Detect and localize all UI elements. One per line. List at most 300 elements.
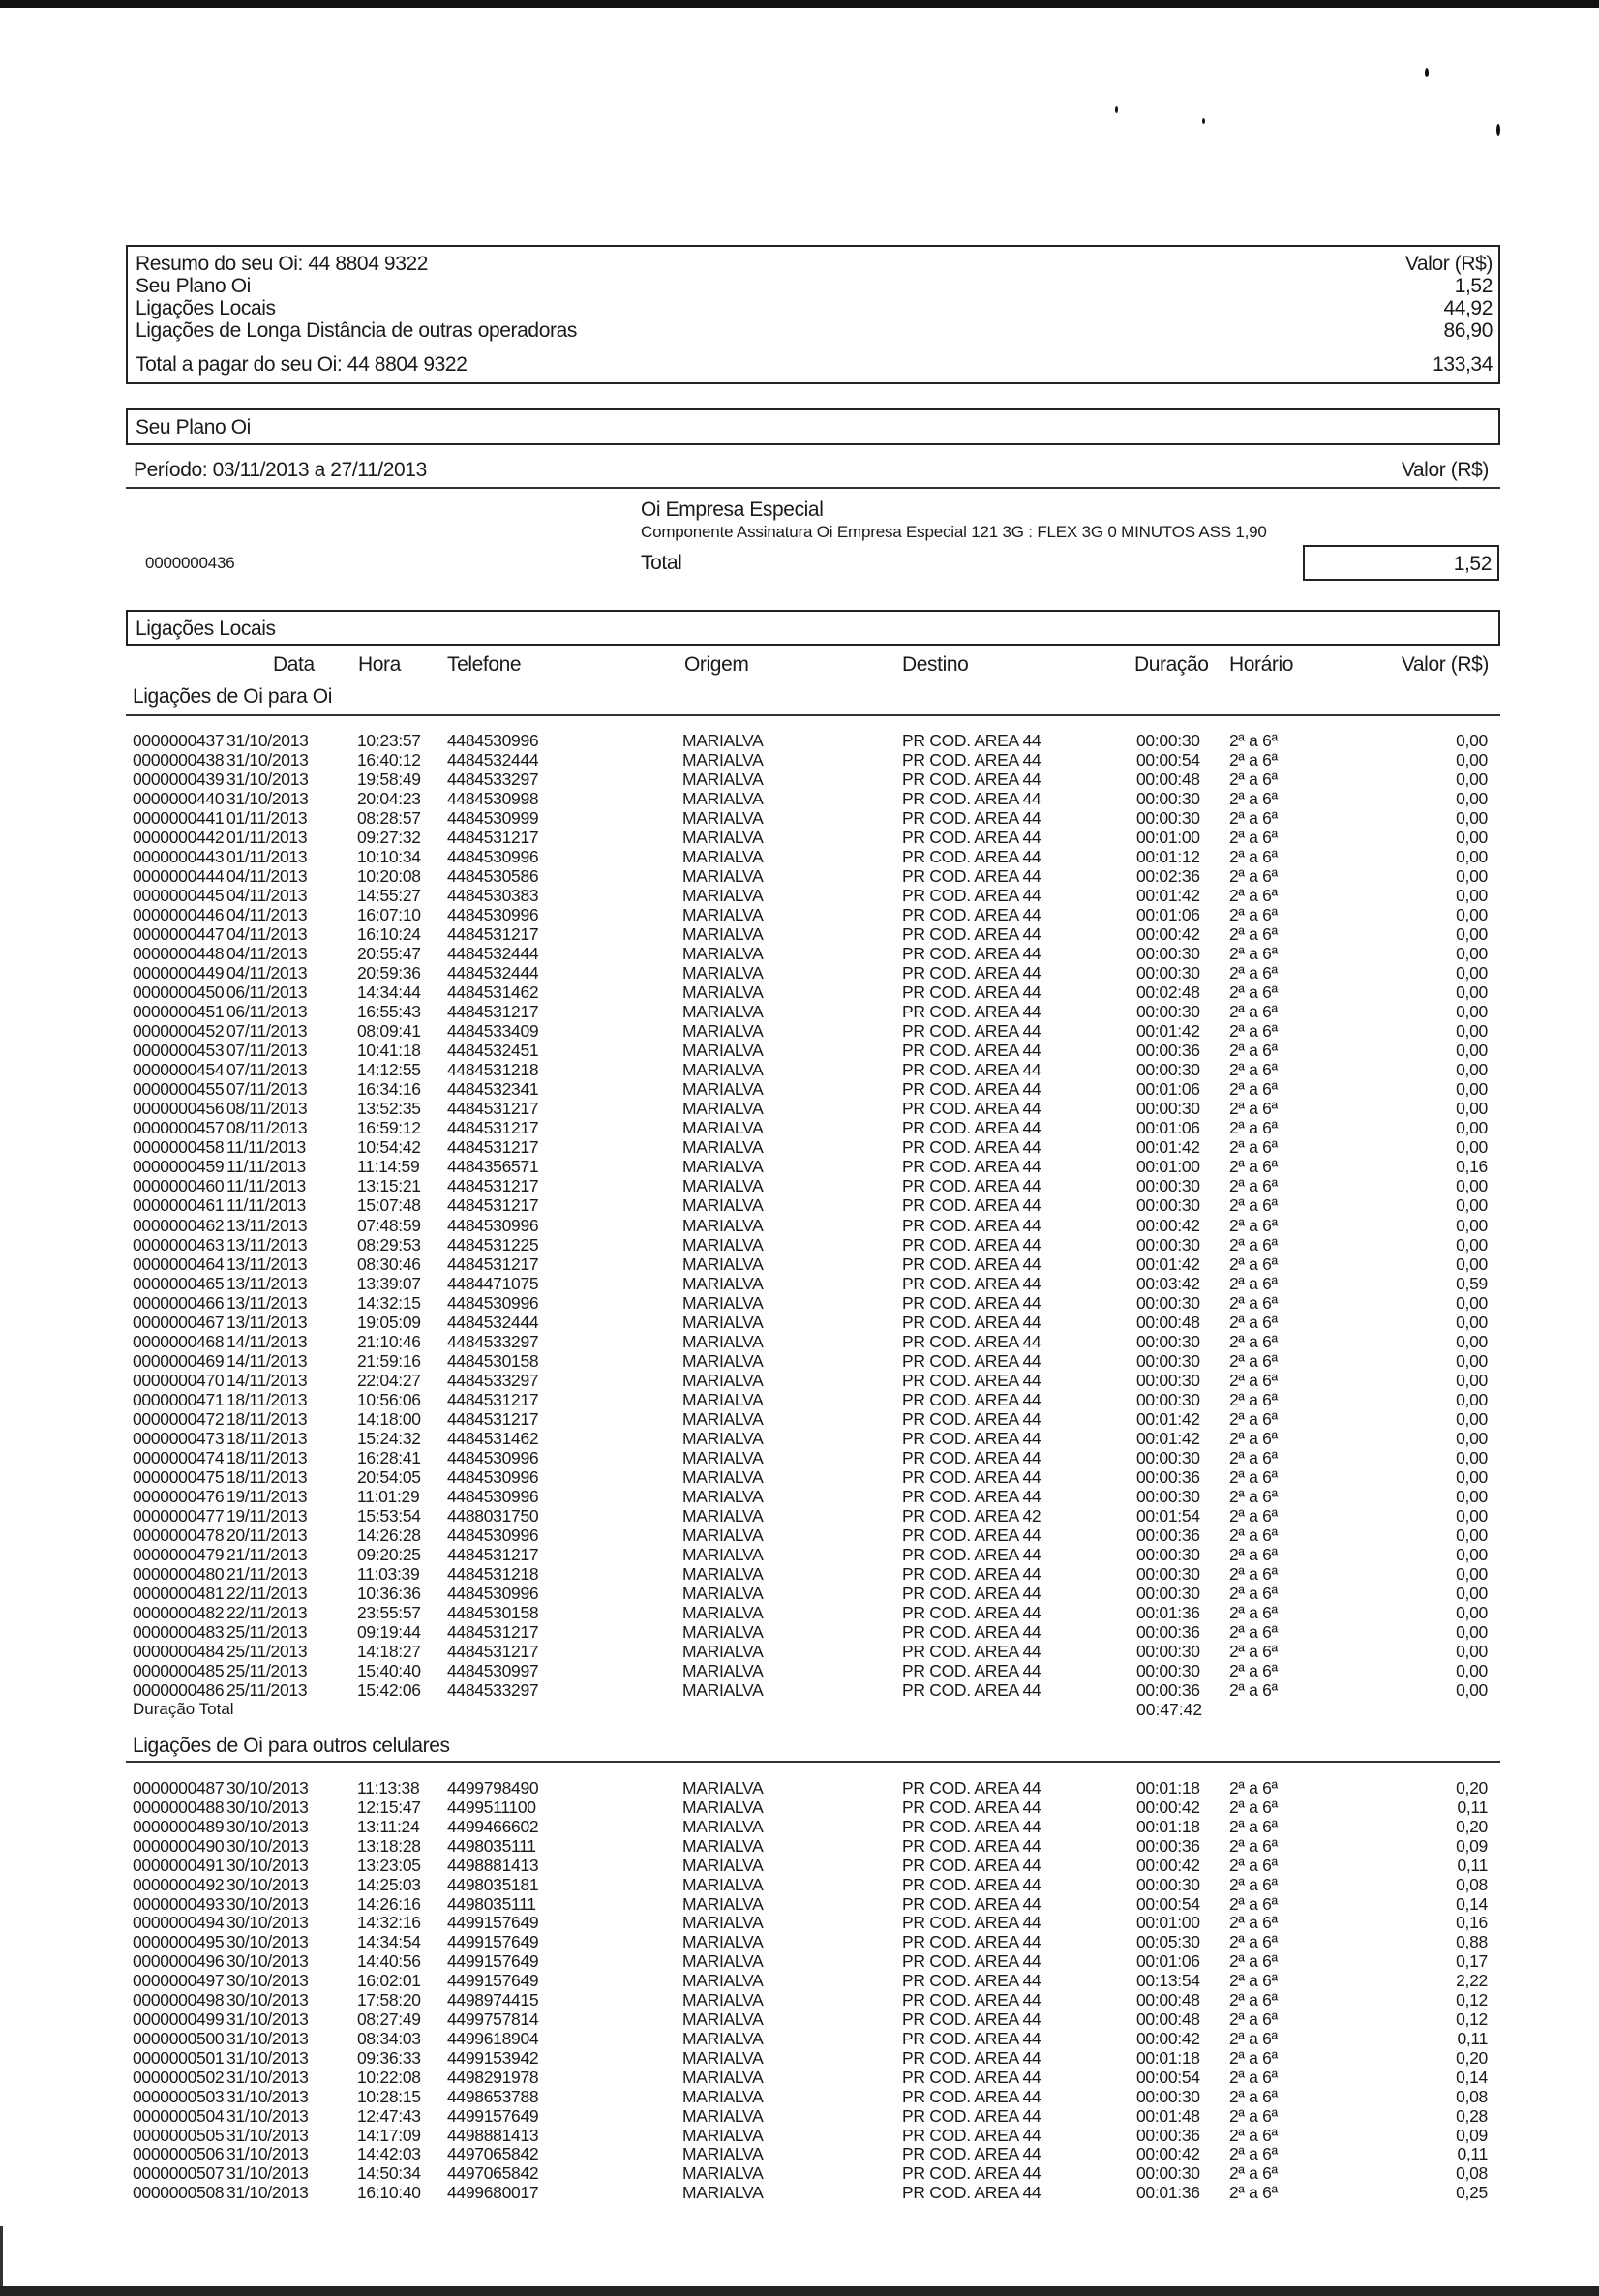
call-id: 0000000453 (133, 1041, 225, 1061)
call-phone: 4484530996 (447, 847, 539, 867)
call-id: 0000000461 (133, 1195, 225, 1216)
call-id: 0000000445 (133, 886, 225, 906)
call-duration: 00:00:30 (1136, 1292, 1200, 1313)
call-origin: MARIALVA (682, 1312, 764, 1332)
call-value: 0,11 (1457, 1797, 1488, 1817)
col-header-duracao: Duração (1134, 653, 1209, 676)
call-value: 0,00 (1456, 1234, 1488, 1254)
call-phone: 4484530586 (447, 866, 539, 887)
call-duration: 00:00:54 (1136, 1893, 1200, 1914)
call-value: 0,00 (1456, 1060, 1488, 1080)
call-schedule: 2ª a 6ª (1229, 982, 1278, 1003)
call-date: 07/11/2013 (226, 1079, 308, 1100)
call-phone: 4484533297 (447, 770, 539, 790)
call-date: 13/11/2013 (226, 1215, 308, 1235)
call-time: 20:54:05 (357, 1466, 421, 1487)
call-destination: PR COD. AREA 44 (902, 1990, 1041, 2010)
call-date: 30/10/2013 (226, 1855, 309, 1875)
call-duration: 00:03:42 (1136, 1273, 1200, 1293)
call-value: 0,00 (1456, 828, 1488, 848)
call-value: 0,00 (1456, 1118, 1488, 1138)
call-value: 0,00 (1456, 1408, 1488, 1429)
call-duration: 00:00:30 (1136, 1874, 1200, 1894)
call-date: 31/10/2013 (226, 770, 309, 790)
table-row (133, 1932, 1488, 1951)
call-date: 11/11/2013 (226, 1195, 306, 1216)
call-time: 11:13:38 (357, 1778, 420, 1798)
call-id: 0000000482 (133, 1602, 225, 1622)
call-id: 0000000456 (133, 1099, 225, 1119)
call-schedule: 2ª a 6ª (1229, 1099, 1278, 1119)
call-time: 14:55:27 (357, 886, 421, 906)
call-schedule: 2ª a 6ª (1229, 1913, 1278, 1933)
call-id: 0000000473 (133, 1428, 225, 1448)
call-duration: 00:00:54 (1136, 750, 1200, 770)
call-phone: 4484530999 (447, 808, 539, 829)
call-time: 11:14:59 (357, 1157, 420, 1177)
table-row (133, 1409, 1488, 1429)
call-duration: 00:00:36 (1136, 1041, 1200, 1061)
call-destination: PR COD. AREA 44 (902, 828, 1041, 848)
call-date: 06/11/2013 (226, 982, 308, 1003)
call-value: 0,09 (1456, 2125, 1488, 2145)
call-duration: 00:00:30 (1136, 1563, 1200, 1584)
call-destination: PR COD. AREA 44 (902, 1234, 1041, 1254)
call-phone: 4484530996 (447, 1583, 539, 1603)
call-date: 31/10/2013 (226, 2144, 309, 2164)
call-duration: 00:00:30 (1136, 1002, 1200, 1022)
call-date: 08/11/2013 (226, 1118, 308, 1138)
call-date: 20/11/2013 (226, 1525, 308, 1545)
call-schedule: 2ª a 6ª (1229, 2125, 1278, 2145)
call-id: 0000000485 (133, 1660, 225, 1680)
call-date: 18/11/2013 (226, 1408, 308, 1429)
call-date: 13/11/2013 (226, 1234, 308, 1254)
call-value: 0,00 (1456, 1389, 1488, 1409)
call-origin: MARIALVA (682, 2144, 764, 2164)
call-destination: PR COD. AREA 44 (902, 1951, 1041, 1972)
call-value: 0,00 (1456, 1137, 1488, 1158)
call-duration: 00:02:48 (1136, 982, 1200, 1003)
table-row (133, 1002, 1488, 1021)
call-value: 0,08 (1456, 2086, 1488, 2106)
call-time: 10:41:18 (357, 1041, 421, 1061)
table-row (133, 1778, 1488, 1798)
call-value: 0,00 (1456, 905, 1488, 925)
call-id: 0000000468 (133, 1331, 225, 1351)
call-id: 0000000488 (133, 1797, 225, 1817)
call-id: 0000000441 (133, 808, 225, 829)
call-origin: MARIALVA (682, 963, 764, 983)
call-origin: MARIALVA (682, 1099, 764, 1119)
call-time: 10:22:08 (357, 2067, 421, 2087)
call-origin: MARIALVA (682, 1816, 764, 1836)
call-destination: PR COD. AREA 44 (902, 1835, 1041, 1856)
table-row (133, 750, 1488, 770)
call-id: 0000000438 (133, 750, 225, 770)
call-id: 0000000469 (133, 1350, 225, 1371)
call-value: 0,20 (1456, 1778, 1488, 1798)
call-phone: 4488031750 (447, 1505, 539, 1526)
call-origin: MARIALVA (682, 1292, 764, 1313)
call-phone: 4484530998 (447, 789, 539, 809)
call-schedule: 2ª a 6ª (1229, 905, 1278, 925)
call-time: 14:25:03 (357, 1874, 421, 1894)
call-duration: 00:00:30 (1136, 731, 1200, 750)
call-id: 0000000459 (133, 1157, 225, 1177)
call-time: 15:07:48 (357, 1195, 421, 1216)
duration-total-value: 00:47:42 (1136, 1700, 1203, 1719)
summary-box (126, 245, 1500, 384)
call-date: 22/11/2013 (226, 1583, 308, 1603)
call-schedule: 2ª a 6ª (1229, 1137, 1278, 1158)
call-value: 0,00 (1456, 1563, 1488, 1584)
call-value: 0,00 (1456, 1041, 1488, 1061)
table-row (133, 1293, 1488, 1313)
call-destination: PR COD. AREA 44 (902, 1679, 1041, 1700)
call-id: 0000000508 (133, 2183, 225, 2203)
call-origin: MARIALVA (682, 1273, 764, 1293)
call-phone: 4499157649 (447, 1913, 539, 1933)
call-schedule: 2ª a 6ª (1229, 1215, 1278, 1235)
call-time: 16:59:12 (357, 1118, 421, 1138)
call-date: 11/11/2013 (226, 1157, 306, 1177)
call-destination: PR COD. AREA 44 (902, 770, 1041, 790)
call-destination: PR COD. AREA 44 (902, 2067, 1041, 2087)
call-phone: 4499680017 (447, 2183, 539, 2203)
call-destination: PR COD. AREA 44 (902, 2105, 1041, 2126)
call-schedule: 2ª a 6ª (1229, 750, 1278, 770)
call-date: 30/10/2013 (226, 1913, 309, 1933)
group-title-oi-para-oi: Ligações de Oi para Oi (133, 685, 332, 708)
call-origin: MARIALVA (682, 1157, 764, 1177)
call-value: 0,00 (1456, 808, 1488, 829)
call-origin: MARIALVA (682, 1602, 764, 1622)
table-row (133, 905, 1488, 924)
call-origin: MARIALVA (682, 1583, 764, 1603)
call-destination: PR COD. AREA 44 (902, 866, 1041, 887)
call-date: 11/11/2013 (226, 1176, 306, 1196)
call-date: 30/10/2013 (226, 1874, 309, 1894)
call-id: 0000000506 (133, 2144, 225, 2164)
call-id: 0000000478 (133, 1525, 225, 1545)
call-schedule: 2ª a 6ª (1229, 1505, 1278, 1526)
call-value: 0,09 (1456, 1835, 1488, 1856)
call-duration: 00:01:00 (1136, 828, 1200, 848)
call-value: 0,20 (1456, 2047, 1488, 2068)
call-id: 0000000463 (133, 1234, 225, 1254)
call-phone: 4498035181 (447, 1874, 539, 1894)
call-duration: 00:01:00 (1136, 1157, 1200, 1177)
call-time: 16:40:12 (357, 750, 421, 770)
call-phone: 4484530996 (447, 905, 539, 925)
call-destination: PR COD. AREA 44 (902, 1350, 1041, 1371)
call-origin: MARIALVA (682, 1505, 764, 1526)
table-row (133, 847, 1488, 866)
call-schedule: 2ª a 6ª (1229, 1176, 1278, 1196)
call-time: 10:36:36 (357, 1583, 421, 1603)
call-date: 30/10/2013 (226, 1778, 309, 1798)
call-phone: 4499511100 (447, 1797, 536, 1817)
call-time: 14:12:55 (357, 1060, 421, 1080)
call-duration: 00:00:36 (1136, 1621, 1200, 1642)
call-id: 0000000501 (133, 2047, 225, 2068)
call-time: 13:15:21 (357, 1176, 421, 1196)
col-header-hora: Hora (358, 653, 401, 676)
call-phone: 4484530996 (447, 1292, 539, 1313)
table-row (133, 1254, 1488, 1274)
call-date: 21/11/2013 (226, 1563, 308, 1584)
call-phone: 4498881413 (447, 2125, 539, 2145)
call-id: 0000000486 (133, 1679, 225, 1700)
call-time: 20:55:47 (357, 944, 421, 964)
call-time: 19:58:49 (357, 770, 421, 790)
call-value: 0,00 (1456, 1021, 1488, 1042)
table-row (133, 982, 1488, 1002)
call-schedule: 2ª a 6ª (1229, 2067, 1278, 2087)
call-schedule: 2ª a 6ª (1229, 2105, 1278, 2126)
call-schedule: 2ª a 6ª (1229, 1797, 1278, 1817)
call-time: 15:24:32 (357, 1428, 421, 1448)
call-id: 0000000439 (133, 770, 225, 790)
call-destination: PR COD. AREA 44 (902, 1874, 1041, 1894)
call-date: 31/10/2013 (226, 2009, 309, 2030)
call-value: 0,20 (1456, 1816, 1488, 1836)
call-phone: 4484531218 (447, 1563, 539, 1584)
table-row (133, 2068, 1488, 2087)
call-value: 0,12 (1456, 2009, 1488, 2030)
call-time: 12:47:43 (357, 2105, 421, 2126)
call-destination: PR COD. AREA 44 (902, 1913, 1041, 1933)
call-schedule: 2ª a 6ª (1229, 789, 1278, 809)
call-destination: PR COD. AREA 44 (902, 2047, 1041, 2068)
call-destination: PR COD. AREA 44 (902, 1408, 1041, 1429)
col-header-data: Data (273, 653, 315, 676)
plan-component: Componente Assinatura Oi Empresa Especial 121 3G : FLEX 3G 0 MINUTOS ASS 1,90 (641, 523, 1267, 541)
table-row (133, 924, 1488, 944)
call-phone: 4484531217 (447, 1195, 539, 1216)
table-row (133, 1216, 1488, 1235)
call-destination: PR COD. AREA 44 (902, 1118, 1041, 1138)
call-date: 07/11/2013 (226, 1060, 308, 1080)
call-id: 0000000457 (133, 1118, 225, 1138)
call-duration: 00:01:36 (1136, 2183, 1200, 2203)
call-time: 16:55:43 (357, 1002, 421, 1022)
call-value: 0,00 (1456, 1660, 1488, 1680)
call-schedule: 2ª a 6ª (1229, 1874, 1278, 1894)
call-value: 0,00 (1456, 1447, 1488, 1467)
call-schedule: 2ª a 6ª (1229, 1583, 1278, 1603)
call-origin: MARIALVA (682, 808, 764, 829)
call-value: 0,00 (1456, 1254, 1488, 1274)
call-phone: 4499466602 (447, 1816, 539, 1836)
call-value: 0,88 (1456, 1932, 1488, 1952)
call-schedule: 2ª a 6ª (1229, 1466, 1278, 1487)
call-schedule: 2ª a 6ª (1229, 770, 1278, 790)
table-row (133, 1584, 1488, 1603)
call-date: 31/10/2013 (226, 2028, 309, 2048)
table-row (133, 731, 1488, 750)
call-phone: 4484530996 (447, 1466, 539, 1487)
table-row (133, 2163, 1488, 2183)
call-destination: PR COD. AREA 44 (902, 1447, 1041, 1467)
call-date: 30/10/2013 (226, 1835, 309, 1856)
summary-title: Resumo do seu Oi: 44 8804 9322 (136, 253, 429, 275)
call-origin: MARIALVA (682, 2163, 764, 2184)
group-title-oi-para-celulares: Ligações de Oi para outros celulares (133, 1735, 450, 1757)
call-date: 21/11/2013 (226, 1544, 308, 1564)
call-value: 0,00 (1456, 731, 1488, 750)
call-schedule: 2ª a 6ª (1229, 731, 1278, 750)
table-row (133, 1060, 1488, 1079)
call-id: 0000000484 (133, 1641, 225, 1661)
call-origin: MARIALVA (682, 1797, 764, 1817)
call-origin: MARIALVA (682, 2028, 764, 2048)
call-value: 0,16 (1456, 1157, 1488, 1177)
call-origin: MARIALVA (682, 1778, 764, 1798)
table-row (133, 1913, 1488, 1932)
call-phone: 4484533409 (447, 1021, 539, 1042)
call-duration: 00:00:36 (1136, 1525, 1200, 1545)
call-schedule: 2ª a 6ª (1229, 1855, 1278, 1875)
call-time: 16:02:01 (357, 1971, 421, 1991)
call-schedule: 2ª a 6ª (1229, 2183, 1278, 2203)
call-time: 10:10:34 (357, 847, 421, 867)
call-phone: 4484532444 (447, 963, 539, 983)
call-value: 0,00 (1456, 847, 1488, 867)
call-value: 0,00 (1456, 1215, 1488, 1235)
call-origin: MARIALVA (682, 1447, 764, 1467)
table-row (133, 2106, 1488, 2126)
call-duration: 00:01:12 (1136, 847, 1200, 867)
col-header-telefone: Telefone (447, 653, 522, 676)
call-id: 0000000455 (133, 1079, 225, 1100)
call-schedule: 2ª a 6ª (1229, 2163, 1278, 2184)
call-origin: MARIALVA (682, 1874, 764, 1894)
call-date: 04/11/2013 (226, 866, 308, 887)
call-destination: PR COD. AREA 44 (902, 1292, 1041, 1313)
call-phone: 4484531462 (447, 1428, 539, 1448)
call-duration: 00:00:36 (1136, 1679, 1200, 1700)
call-time: 21:59:16 (357, 1350, 421, 1371)
call-value: 0,59 (1456, 1273, 1488, 1293)
call-schedule: 2ª a 6ª (1229, 1002, 1278, 1022)
call-schedule: 2ª a 6ª (1229, 1971, 1278, 1991)
call-value: 0,00 (1456, 1350, 1488, 1371)
table-row (133, 2183, 1488, 2202)
call-time: 20:59:36 (357, 963, 421, 983)
call-value: 0,00 (1456, 1176, 1488, 1196)
call-date: 13/11/2013 (226, 1254, 308, 1274)
call-origin: MARIALVA (682, 2086, 764, 2106)
call-schedule: 2ª a 6ª (1229, 1118, 1278, 1138)
call-destination: PR COD. AREA 44 (902, 1621, 1041, 1642)
call-id: 0000000458 (133, 1137, 225, 1158)
call-date: 18/11/2013 (226, 1389, 308, 1409)
call-time: 09:27:32 (357, 828, 421, 848)
call-id: 0000000507 (133, 2163, 225, 2184)
table-row (133, 808, 1488, 828)
call-date: 14/11/2013 (226, 1370, 308, 1390)
call-id: 0000000449 (133, 963, 225, 983)
call-time: 13:23:05 (357, 1855, 421, 1875)
call-duration: 00:00:30 (1136, 963, 1200, 983)
call-duration: 00:01:48 (1136, 2105, 1200, 2126)
call-date: 01/11/2013 (226, 847, 308, 867)
call-id: 0000000446 (133, 905, 225, 925)
call-value: 0,00 (1456, 1621, 1488, 1642)
call-schedule: 2ª a 6ª (1229, 808, 1278, 829)
call-phone: 4499153942 (447, 2047, 539, 2068)
call-schedule: 2ª a 6ª (1229, 2028, 1278, 2048)
call-duration: 00:00:30 (1136, 1447, 1200, 1467)
call-origin: MARIALVA (682, 828, 764, 848)
call-phone: 4497065842 (447, 2144, 539, 2164)
call-destination: PR COD. AREA 44 (902, 731, 1041, 750)
call-duration: 00:01:42 (1136, 1254, 1200, 1274)
call-origin: MARIALVA (682, 1951, 764, 1972)
table-row (133, 1099, 1488, 1118)
call-origin: MARIALVA (682, 1893, 764, 1914)
call-duration: 00:01:00 (1136, 1913, 1200, 1933)
call-schedule: 2ª a 6ª (1229, 2009, 1278, 2030)
call-date: 31/10/2013 (226, 2183, 309, 2203)
call-id: 0000000500 (133, 2028, 225, 2048)
call-schedule: 2ª a 6ª (1229, 1079, 1278, 1100)
group-divider (126, 1761, 1500, 1763)
call-date: 01/11/2013 (226, 808, 308, 829)
table-row (133, 1798, 1488, 1817)
call-time: 13:52:35 (357, 1099, 421, 1119)
call-origin: MARIALVA (682, 1855, 764, 1875)
call-origin: MARIALVA (682, 1060, 764, 1080)
call-schedule: 2ª a 6ª (1229, 924, 1278, 945)
call-id: 0000000464 (133, 1254, 225, 1274)
call-id: 0000000450 (133, 982, 225, 1003)
call-duration: 00:01:18 (1136, 2047, 1200, 2068)
call-schedule: 2ª a 6ª (1229, 1602, 1278, 1622)
call-date: 04/11/2013 (226, 963, 308, 983)
table-row (133, 866, 1488, 886)
call-duration: 00:00:42 (1136, 1797, 1200, 1817)
call-value: 0,00 (1456, 770, 1488, 790)
call-date: 04/11/2013 (226, 944, 308, 964)
call-duration: 00:00:48 (1136, 1312, 1200, 1332)
call-origin: MARIALVA (682, 1002, 764, 1022)
call-origin: MARIALVA (682, 1679, 764, 1700)
call-schedule: 2ª a 6ª (1229, 1544, 1278, 1564)
call-phone: 4484532451 (447, 1041, 539, 1061)
call-schedule: 2ª a 6ª (1229, 1157, 1278, 1177)
call-origin: MARIALVA (682, 924, 764, 945)
call-destination: PR COD. AREA 44 (902, 1583, 1041, 1603)
call-value: 0,16 (1456, 1913, 1488, 1933)
scan-edge-top (0, 0, 1599, 8)
call-date: 13/11/2013 (226, 1292, 308, 1313)
call-time: 10:28:15 (357, 2086, 421, 2106)
call-destination: PR COD. AREA 44 (902, 944, 1041, 964)
call-id: 0000000493 (133, 1893, 225, 1914)
call-id: 0000000470 (133, 1370, 225, 1390)
call-id: 0000000505 (133, 2125, 225, 2145)
call-phone: 4484533297 (447, 1331, 539, 1351)
call-destination: PR COD. AREA 44 (902, 1254, 1041, 1274)
call-destination: PR COD. AREA 44 (902, 1312, 1041, 1332)
call-id: 0000000496 (133, 1951, 225, 1972)
call-destination: PR COD. AREA 44 (902, 1816, 1041, 1836)
call-date: 14/11/2013 (226, 1331, 308, 1351)
call-time: 12:15:47 (357, 1797, 421, 1817)
